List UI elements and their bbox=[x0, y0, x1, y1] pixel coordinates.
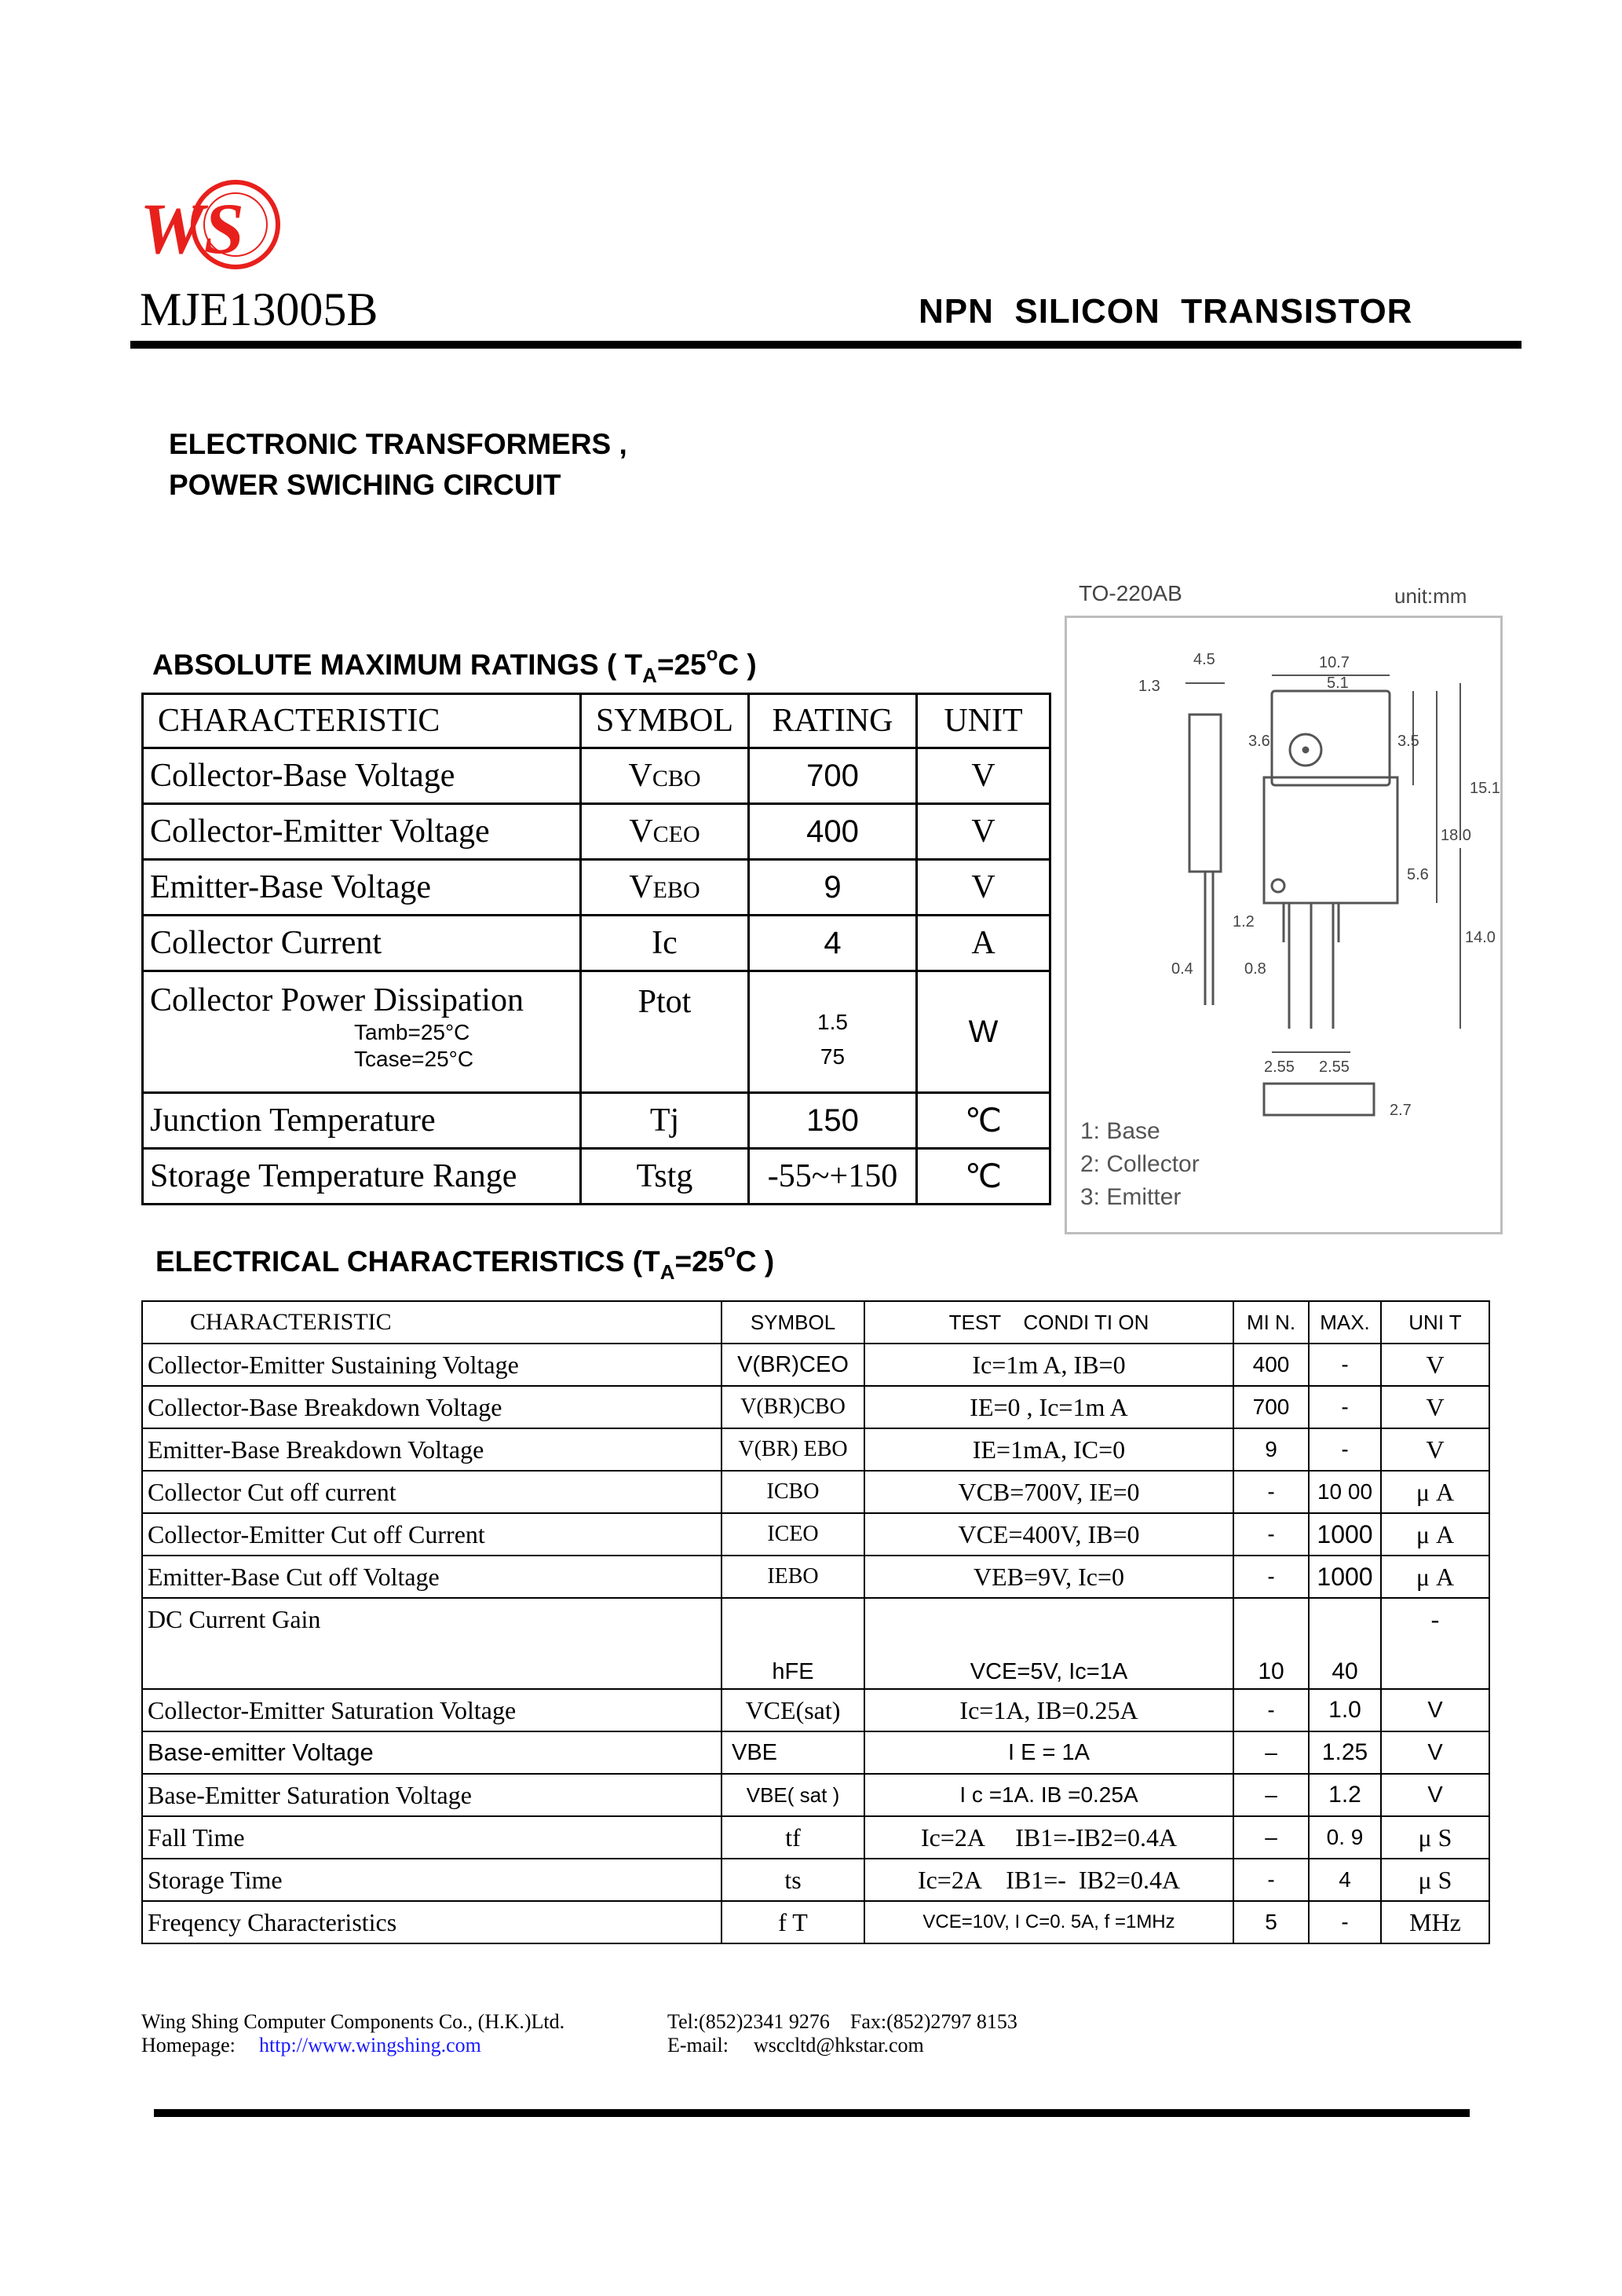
pin-3-label: 3: Emitter bbox=[1080, 1184, 1182, 1210]
cell-condition: Ic=2A IB1=- IB2=0.4A bbox=[864, 1859, 1233, 1901]
cell-characteristic: Storage Temperature Range bbox=[143, 1149, 581, 1205]
cell-unit: μ S bbox=[1381, 1859, 1489, 1901]
package-title: TO-220AB bbox=[1079, 581, 1182, 605]
cell-symbol: hFE bbox=[721, 1598, 864, 1689]
package-outline-drawing bbox=[1083, 644, 1500, 1119]
device-type: NPN SILICON TRANSISTOR bbox=[919, 292, 1413, 331]
cell-unit: W bbox=[917, 971, 1050, 1093]
cell-min: - bbox=[1233, 1513, 1309, 1556]
dim-label: 0.8 bbox=[1244, 960, 1266, 978]
amr-section-title: ABSOLUTE MAXIMUM RATINGS ( $T_A=25^oC$ ) bbox=[152, 644, 757, 687]
cell-unit: ℃ bbox=[917, 1149, 1050, 1205]
cell-min: – bbox=[1233, 1816, 1309, 1859]
cell-min: - bbox=[1233, 1689, 1309, 1731]
footer-email[interactable]: wsccltd@hkstar.com bbox=[754, 2034, 924, 2057]
pin-legend bbox=[1080, 1115, 1200, 1214]
cell-min: - bbox=[1233, 1471, 1309, 1513]
dim-label: 15.1 bbox=[1470, 780, 1500, 797]
dim-label: 1.3 bbox=[1138, 678, 1160, 695]
cell-characteristic: Collector Cut off current bbox=[142, 1471, 721, 1513]
footer-email-label: E-mail: bbox=[667, 2034, 729, 2057]
company-logo bbox=[135, 176, 284, 278]
table-row bbox=[142, 1901, 1489, 1943]
cell-characteristic: Emitter-Base Voltage bbox=[143, 860, 581, 916]
cell-max: - bbox=[1309, 1901, 1381, 1943]
cell-characteristic: Collector-Emitter Cut off Current bbox=[142, 1513, 721, 1556]
cell-characteristic: Storage Time bbox=[142, 1859, 721, 1901]
table-row bbox=[142, 1556, 1489, 1598]
cell-symbol: VCBO bbox=[581, 748, 749, 804]
cell-max: 0. 9 bbox=[1309, 1816, 1381, 1859]
footer-tel: Tel:(852)2341 9276 Fax:(852)2797 8153 bbox=[667, 2010, 1017, 2033]
cell-condition: VCB=700V, IE=0 bbox=[864, 1471, 1233, 1513]
ws-logo-icon bbox=[135, 176, 284, 278]
header-unit: UNIT bbox=[917, 694, 1050, 748]
dim-label: 10.7 bbox=[1319, 654, 1350, 671]
cell-condition: VEB=9V, Ic=0 bbox=[864, 1556, 1233, 1598]
cell-rating: 700 bbox=[749, 748, 917, 804]
cell-unit: A bbox=[917, 916, 1050, 971]
cell-unit: V bbox=[917, 860, 1050, 916]
cell-unit: V bbox=[1381, 1344, 1489, 1386]
cell-condition: I E = 1A bbox=[864, 1731, 1233, 1774]
footer-homepage-link[interactable]: http://www.wingshing.com bbox=[259, 2034, 481, 2057]
cell-characteristic: Emitter-Base Breakdown Voltage bbox=[142, 1428, 721, 1471]
ec-section-title: ELECTRICAL CHARACTERISTICS ($T_A=25^oC$ ) bbox=[155, 1241, 775, 1284]
pin-1-label: 1: Base bbox=[1080, 1118, 1160, 1144]
cell-characteristic: Emitter-Base Cut off Voltage bbox=[142, 1556, 721, 1598]
cell-min: – bbox=[1233, 1774, 1309, 1816]
dim-label: 5.6 bbox=[1407, 866, 1429, 883]
footer-rule bbox=[154, 2109, 1470, 2117]
header-characteristic: CHARACTERISTIC bbox=[143, 694, 581, 748]
cell-condition: Ic=2A IB1=-IB2=0.4A bbox=[864, 1816, 1233, 1859]
dim-label: 0.4 bbox=[1171, 960, 1193, 978]
cell-symbol: IEBO bbox=[721, 1556, 864, 1598]
cell-min: - bbox=[1233, 1556, 1309, 1598]
dim-label: 2.7 bbox=[1390, 1102, 1412, 1119]
cell-symbol: f T bbox=[721, 1901, 864, 1943]
cell-unit: μ A bbox=[1381, 1471, 1489, 1513]
cell-symbol: VEBO bbox=[581, 860, 749, 916]
cell-unit: V bbox=[1381, 1386, 1489, 1428]
absolute-max-ratings-table bbox=[141, 693, 1051, 1205]
dim-label: 3.6 bbox=[1248, 733, 1270, 750]
dim-label: 18.0 bbox=[1441, 827, 1471, 844]
cell-condition: I c =1A. IB =0.25A bbox=[864, 1774, 1233, 1816]
cell-symbol: VCEO bbox=[581, 804, 749, 860]
pin-2-label: 2: Collector bbox=[1080, 1151, 1200, 1177]
table-row bbox=[142, 1471, 1489, 1513]
cell-rating: 9 bbox=[749, 860, 917, 916]
table-row bbox=[143, 1093, 1050, 1149]
cell-characteristic: Fall Time bbox=[142, 1816, 721, 1859]
cell-rating: -55~+150 bbox=[749, 1149, 917, 1205]
cell-symbol: VBE bbox=[721, 1731, 864, 1774]
cell-symbol: tf bbox=[721, 1816, 864, 1859]
cell-characteristic: Base-emitter Voltage bbox=[142, 1731, 721, 1774]
cell-unit: μ A bbox=[1381, 1556, 1489, 1598]
cell-symbol: Tj bbox=[581, 1093, 749, 1149]
table-row bbox=[142, 1513, 1489, 1556]
table-row bbox=[143, 748, 1050, 804]
cell-max: 1000 bbox=[1309, 1513, 1381, 1556]
header-min: MI N. bbox=[1233, 1301, 1309, 1344]
cell-min: 400 bbox=[1233, 1344, 1309, 1386]
cell-unit: V bbox=[1381, 1774, 1489, 1816]
cell-max: 10 00 bbox=[1309, 1471, 1381, 1513]
application-line-2: POWER SWICHING CIRCUIT bbox=[169, 469, 561, 501]
cell-unit: MHz bbox=[1381, 1901, 1489, 1943]
header-unit: UNI T bbox=[1381, 1301, 1489, 1344]
cell-characteristic: Collector-Emitter Sustaining Voltage bbox=[142, 1344, 721, 1386]
cell-symbol: ts bbox=[721, 1859, 864, 1901]
cell-characteristic: Collector Current bbox=[143, 916, 581, 971]
cell-max: - bbox=[1309, 1344, 1381, 1386]
cell-rating: 1.5 75 bbox=[749, 971, 917, 1093]
cell-max: 1.2 bbox=[1309, 1774, 1381, 1816]
cell-characteristic: Collector-Base Breakdown Voltage bbox=[142, 1386, 721, 1428]
cell-symbol: Ptot bbox=[581, 971, 749, 1093]
table-row bbox=[143, 804, 1050, 860]
cell-max: 1000 bbox=[1309, 1556, 1381, 1598]
table-row bbox=[143, 860, 1050, 916]
cell-symbol: V(BR)CBO bbox=[721, 1386, 864, 1428]
cell-rating: 400 bbox=[749, 804, 917, 860]
cell-unit: V bbox=[1381, 1689, 1489, 1731]
dim-label: 2.55 bbox=[1319, 1058, 1350, 1076]
cell-min: 10 bbox=[1233, 1598, 1309, 1689]
applications bbox=[169, 424, 627, 506]
cell-unit: V bbox=[1381, 1428, 1489, 1471]
cell-max: - bbox=[1309, 1428, 1381, 1471]
cell-unit: ℃ bbox=[917, 1093, 1050, 1149]
cell-symbol: Ic bbox=[581, 916, 749, 971]
cell-min: – bbox=[1233, 1731, 1309, 1774]
table-row bbox=[142, 1731, 1489, 1774]
cell-unit: V bbox=[1381, 1731, 1489, 1774]
package-unit: unit:mm bbox=[1394, 584, 1467, 608]
cell-min: 5 bbox=[1233, 1901, 1309, 1943]
cell-min: - bbox=[1233, 1859, 1309, 1901]
cell-symbol: Tstg bbox=[581, 1149, 749, 1205]
cell-condition: VCE=5V, Ic=1A bbox=[864, 1598, 1233, 1689]
cell-rating: 4 bbox=[749, 916, 917, 971]
cell-characteristic: Collector-Base Voltage bbox=[143, 748, 581, 804]
cell-min: 9 bbox=[1233, 1428, 1309, 1471]
cell-characteristic: Collector-Emitter Voltage bbox=[143, 804, 581, 860]
footer-homepage-label: Homepage: bbox=[141, 2034, 236, 2057]
header-symbol: SYMBOL bbox=[581, 694, 749, 748]
cell-symbol: ICEO bbox=[721, 1513, 864, 1556]
cell-min: 700 bbox=[1233, 1386, 1309, 1428]
cell-condition: VCE=10V, I C=0. 5A, f =1MHz bbox=[864, 1901, 1233, 1943]
header-rule bbox=[130, 341, 1522, 349]
cell-characteristic: Collector-Emitter Saturation Voltage bbox=[142, 1689, 721, 1731]
cell-characteristic: Junction Temperature bbox=[143, 1093, 581, 1149]
cell-unit: μ S bbox=[1381, 1816, 1489, 1859]
cell-characteristic: DC Current Gain bbox=[142, 1598, 721, 1689]
cell-condition: IE=0 , Ic=1m A bbox=[864, 1386, 1233, 1428]
cell-characteristic: Freqency Characteristics bbox=[142, 1901, 721, 1943]
header-symbol: SYMBOL bbox=[721, 1301, 864, 1344]
header-max: MAX. bbox=[1309, 1301, 1381, 1344]
footer-company: Wing Shing Computer Components Co., (H.K.)Ltd. bbox=[141, 2010, 565, 2033]
application-line-1: ELECTRONIC TRANSFORMERS , bbox=[169, 428, 627, 460]
table-row bbox=[142, 1386, 1489, 1428]
dim-label: 1.2 bbox=[1233, 913, 1255, 930]
cell-max: 4 bbox=[1309, 1859, 1381, 1901]
table-header-row bbox=[143, 694, 1050, 748]
table-row bbox=[142, 1816, 1489, 1859]
header-rating: RATING bbox=[749, 694, 917, 748]
cell-max: 1.0 bbox=[1309, 1689, 1381, 1731]
dim-label: 3.5 bbox=[1397, 733, 1419, 750]
dim-label: 4.5 bbox=[1193, 651, 1215, 668]
cell-max: 40 bbox=[1309, 1598, 1381, 1689]
cell-condition: IE=1mA, IC=0 bbox=[864, 1428, 1233, 1471]
cell-characteristic: Collector Power Dissipation Tamb=25°C Tcase=25°C bbox=[143, 971, 581, 1093]
table-row-dissipation bbox=[143, 971, 1050, 1093]
cell-symbol: V(BR) EBO bbox=[721, 1428, 864, 1471]
table-row bbox=[143, 916, 1050, 971]
cell-condition: Ic=1A, IB=0.25A bbox=[864, 1689, 1233, 1731]
table-row-dc-gain bbox=[142, 1598, 1489, 1689]
cell-symbol: ICBO bbox=[721, 1471, 864, 1513]
dim-label: 2.55 bbox=[1264, 1058, 1295, 1076]
dim-label: 14.0 bbox=[1465, 929, 1496, 946]
header-condition: TEST CONDI TI ON bbox=[864, 1301, 1233, 1344]
cell-symbol: VCE(sat) bbox=[721, 1689, 864, 1731]
part-number: MJE13005B bbox=[140, 283, 378, 335]
electrical-characteristics-table bbox=[141, 1300, 1490, 1944]
cell-unit: μ A bbox=[1381, 1513, 1489, 1556]
cell-unit: - bbox=[1381, 1598, 1489, 1689]
logo-letters: WS bbox=[140, 188, 244, 269]
table-row bbox=[143, 1149, 1050, 1205]
table-row bbox=[142, 1859, 1489, 1901]
cell-unit: V bbox=[917, 748, 1050, 804]
cell-symbol: V(BR)CEO bbox=[721, 1344, 864, 1386]
cell-symbol: VBE( sat ) bbox=[721, 1774, 864, 1816]
table-row bbox=[142, 1344, 1489, 1386]
table-row bbox=[142, 1774, 1489, 1816]
cell-unit: V bbox=[917, 804, 1050, 860]
cell-max: 1.25 bbox=[1309, 1731, 1381, 1774]
table-row bbox=[142, 1428, 1489, 1471]
dim-label: 5.1 bbox=[1327, 675, 1349, 692]
cell-rating: 150 bbox=[749, 1093, 917, 1149]
cell-characteristic: Base-Emitter Saturation Voltage bbox=[142, 1774, 721, 1816]
cell-condition: VCE=400V, IB=0 bbox=[864, 1513, 1233, 1556]
table-header-row bbox=[142, 1301, 1489, 1344]
table-row bbox=[142, 1689, 1489, 1731]
cell-condition: Ic=1m A, IB=0 bbox=[864, 1344, 1233, 1386]
cell-max: - bbox=[1309, 1386, 1381, 1428]
header-characteristic: CHARACTERISTIC bbox=[142, 1301, 721, 1344]
